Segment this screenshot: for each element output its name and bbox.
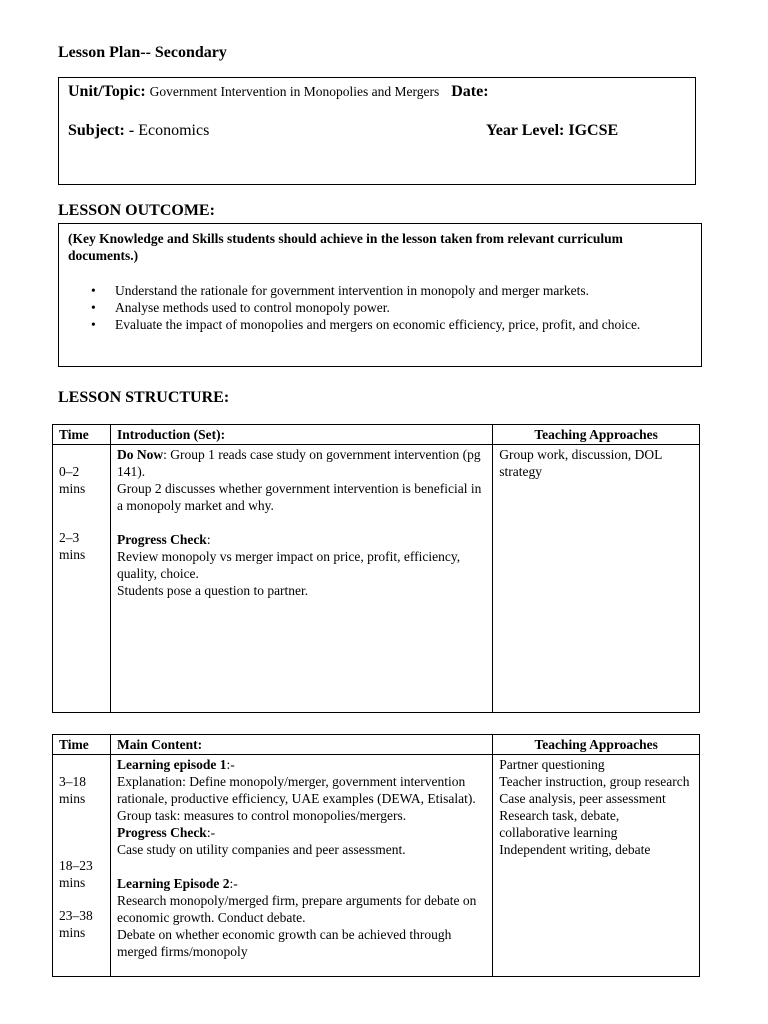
table-header-row — [53, 425, 700, 445]
main-table — [52, 734, 700, 977]
approach-text: Group work, discussion, DOL strategy — [499, 447, 662, 479]
time-entry: 2–3 mins — [59, 530, 86, 562]
outcome-note: (Key Knowledge and Skills students should achieve in the lesson taken from relevant curriculum documents.) — [68, 231, 623, 263]
approach-text: Teacher instruction, group research — [499, 774, 690, 789]
episode1-suffix: :- — [226, 757, 235, 772]
unit-topic-line — [68, 83, 489, 101]
approach-text: Case analysis, peer assessment — [499, 791, 666, 806]
episode2-suffix: :- — [229, 876, 238, 891]
table-row — [53, 755, 700, 977]
outcome-heading: LESSON OUTCOME: — [58, 202, 215, 219]
intro-table — [52, 424, 700, 713]
episode1-line: Group task: measures to control monopolies/mergers. — [116, 808, 407, 823]
time-header: Time — [53, 735, 111, 755]
progress-suffix: :- — [206, 825, 216, 840]
time-header: Time — [53, 425, 111, 445]
year-level: Year Level: IGCSE — [486, 122, 619, 139]
intro-content — [110, 445, 492, 713]
main-content-header: Main Content: — [110, 735, 492, 755]
subject-value: Economics — [138, 122, 210, 139]
table-row — [53, 445, 700, 713]
page-title: Lesson Plan-- Secondary — [58, 44, 227, 61]
progress-check-label: Progress Check — [116, 825, 207, 840]
time-entry: 18–23 mins — [59, 858, 93, 890]
unit-label: Unit/Topic: — [68, 83, 146, 100]
lesson-info-box — [58, 77, 696, 185]
outcome-item: • Evaluate the impact of monopolies and mergers on economic efficiency, price, profit, and choice. — [115, 316, 675, 333]
subject-label: Subject: - — [68, 122, 135, 139]
episode1-label: Learning episode 1 — [116, 757, 227, 772]
time-cell — [53, 445, 111, 713]
episode2-line: Debate on whether economic growth can be achieved through merged firms/monopoly — [116, 927, 452, 959]
progress-line: Review monopoly vs merger impact on price, profit, efficiency, quality, choice. — [116, 549, 461, 581]
approaches-header: Teaching Approaches — [493, 735, 700, 755]
group2-text: Group 2 discusses whether government intervention is beneficial in a monopoly market and why. — [116, 481, 482, 513]
time-entry: 0–2 mins — [59, 464, 86, 496]
main-content — [110, 755, 492, 977]
progress-check-label: Progress Check — [116, 532, 207, 547]
unit-value: Government Intervention in Monopolies and Mergers — [149, 84, 440, 99]
intro-header: Introduction (Set): — [110, 425, 492, 445]
do-now-label: Do Now — [116, 447, 164, 462]
approaches-header: Teaching Approaches — [493, 425, 700, 445]
episode1-line: Explanation: Define monopoly/merger, government intervention rationale, productive efficiency, UAE examples (DEWA, Etisalat). — [116, 774, 476, 806]
progress-line: Students pose a question to partner. — [116, 583, 309, 598]
outcome-box — [58, 223, 702, 367]
approach-text: Partner questioning — [499, 757, 605, 772]
approaches-cell — [493, 755, 700, 977]
outcome-item: • Understand the rationale for government intervention in monopoly and merger markets. — [115, 282, 675, 299]
episode2-line: Research monopoly/merged firm, prepare arguments for debate on economic growth. Conduct debate. — [116, 893, 477, 925]
episode2-label: Learning Episode 2 — [116, 876, 230, 891]
progress-line: Case study on utility companies and peer assessment. — [116, 842, 406, 857]
table-header-row — [53, 735, 700, 755]
date-label: Date: — [451, 83, 489, 100]
approach-text: Research task, debate, collaborative learning — [499, 808, 620, 840]
subject-line — [68, 122, 209, 140]
do-now-text: : Group 1 reads case study on government intervention (pg 141). — [116, 447, 481, 479]
outcome-list — [59, 282, 675, 333]
time-cell — [53, 755, 111, 977]
progress-colon: : — [206, 532, 211, 547]
approaches-cell — [493, 445, 700, 713]
outcome-item: • Analyse methods used to control monopoly power. — [115, 299, 675, 316]
time-entry: 23–38 mins — [59, 908, 93, 940]
approach-text: Independent writing, debate — [499, 842, 651, 857]
time-entry: 3–18 mins — [59, 774, 86, 806]
structure-heading: LESSON STRUCTURE: — [58, 389, 230, 406]
